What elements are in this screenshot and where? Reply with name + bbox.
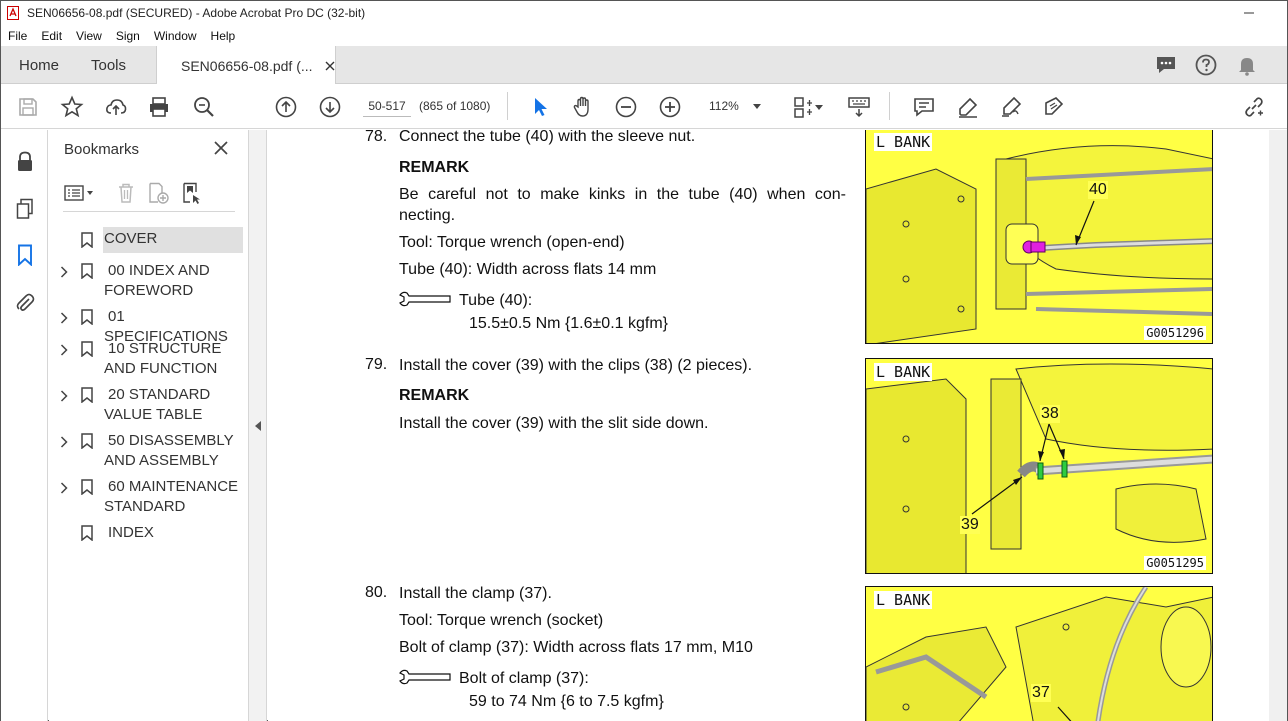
bookmarks-panel <box>49 130 249 721</box>
find-bookmark-icon[interactable] <box>179 180 205 206</box>
chevron-right-icon[interactable] <box>60 389 70 401</box>
bookmark-label-line1: COVER <box>104 230 158 247</box>
pdf-page <box>268 130 1268 721</box>
toolbar-divider <box>889 92 890 120</box>
step-79-text: Install the cover (39) with the clips (38) (2 pieces). <box>399 357 753 374</box>
print-icon[interactable] <box>146 94 172 120</box>
bookmark-label <box>104 261 244 301</box>
bookmark-icon <box>81 232 93 248</box>
zoom-search-icon[interactable] <box>191 94 217 120</box>
figure-1-drawing <box>866 130 1213 344</box>
chevron-right-icon[interactable] <box>60 481 70 493</box>
figure-2-code: G0051295 <box>1146 556 1204 570</box>
close-panel-icon[interactable] <box>212 139 230 157</box>
bookmark-options-icon[interactable] <box>61 180 99 206</box>
keyboard-scroll-icon[interactable] <box>846 94 872 120</box>
bookmark-icon <box>81 387 93 403</box>
panel-splitter[interactable] <box>249 130 267 721</box>
toolbar-divider <box>507 92 508 120</box>
bookmarks-divider <box>63 211 235 212</box>
chevron-right-icon[interactable] <box>60 435 70 447</box>
zoom-level-value: 112% <box>709 99 739 113</box>
bookmark-label-line1: 50 DISASSEMBLY <box>108 432 234 449</box>
page-count-label: (865 of 1080) <box>419 99 491 113</box>
bookmark-label <box>104 477 244 517</box>
save-icon[interactable] <box>15 94 41 120</box>
step-80-number: 80. <box>365 584 388 601</box>
title-bar <box>1 1 1287 25</box>
bookmark-label <box>104 523 244 543</box>
figure-3-label: L BANK <box>876 591 931 609</box>
figure-2-callout-38: 38 <box>1041 405 1059 422</box>
share-upload-icon[interactable] <box>103 94 129 120</box>
menu-help[interactable]: Help <box>210 28 236 43</box>
previous-page-icon[interactable] <box>273 94 299 120</box>
bookmark-label <box>104 431 244 471</box>
vertical-scrollbar[interactable] <box>1269 130 1287 721</box>
tab-tools[interactable]: Tools <box>91 56 127 74</box>
menu-edit[interactable]: Edit <box>41 28 63 43</box>
figure-1-code: G0051296 <box>1146 326 1204 340</box>
page-thumbnails-icon[interactable] <box>13 197 37 221</box>
bookmark-label-line1: 20 STANDARD <box>108 386 211 403</box>
bookmark-label-line2: AND ASSEMBLY <box>104 452 219 469</box>
bookmarks-panel-icon[interactable] <box>13 243 37 267</box>
figure-2-drawing <box>866 359 1213 574</box>
chevron-right-icon[interactable] <box>60 343 70 355</box>
figure-3-engine-diagram <box>865 586 1213 721</box>
bookmark-icon <box>81 341 93 357</box>
step-78-tool: Tool: Torque wrench (open-end) <box>399 234 625 251</box>
step-78-number: 78. <box>365 130 388 145</box>
menu-file[interactable]: File <box>8 28 28 43</box>
step-80-spec: Bolt of clamp (37): Width across flats 17 mm, M10 <box>399 639 753 656</box>
bookmark-label-line2: FOREWORD <box>104 282 194 299</box>
zoom-in-icon[interactable] <box>657 94 683 120</box>
bookmark-label-line1: 00 INDEX AND <box>108 262 210 279</box>
step-78-remark-line1: Be careful not to make kinks in the tube (40) when con- <box>399 186 846 203</box>
collapse-panel-icon[interactable] <box>255 420 261 434</box>
hand-tool-icon[interactable] <box>570 94 596 120</box>
menu-bar <box>1 25 1287 46</box>
zoom-out-icon[interactable] <box>613 94 639 120</box>
minimize-button[interactable] <box>1229 1 1269 25</box>
zoom-level-dropdown[interactable] <box>709 95 767 117</box>
bookmark-label-line2: STANDARD <box>104 498 186 515</box>
step-78-torque-value: 15.5±0.5 Nm {1.6±0.1 kgfm} <box>469 315 669 332</box>
notifications-bell-icon[interactable] <box>1234 52 1260 78</box>
bookmark-icon <box>81 309 93 325</box>
page-number-input[interactable]: 50-517 <box>363 95 411 117</box>
figure-2-callout-39: 39 <box>961 516 979 533</box>
left-navigation-rail <box>1 130 48 721</box>
help-icon[interactable] <box>1193 52 1219 78</box>
select-cursor-icon[interactable] <box>527 94 553 120</box>
bookmark-icon <box>81 525 93 541</box>
tab-document[interactable] <box>156 46 336 85</box>
sign-pen-icon[interactable] <box>998 94 1024 120</box>
bookmark-label-line2: VALUE TABLE <box>104 406 203 423</box>
torque-wrench-icon <box>399 668 451 691</box>
step-78-spec: Tube (40): Width across flats 14 mm <box>399 261 657 278</box>
comment-bubble-icon[interactable] <box>1153 52 1179 78</box>
bookmark-label-line1: INDEX <box>108 524 154 541</box>
figure-2-engine-diagram <box>865 358 1213 574</box>
bookmarks-title: Bookmarks <box>64 141 140 158</box>
comment-icon[interactable] <box>911 94 937 120</box>
next-page-icon[interactable] <box>317 94 343 120</box>
tab-document-label: SEN06656-08.pdf (... <box>181 57 313 74</box>
menu-view[interactable]: View <box>76 28 102 43</box>
window-title: SEN06656-08.pdf (SECURED) - Adobe Acrobat Pro DC (32-bit) <box>27 6 366 20</box>
step-80-torque-value: 59 to 74 Nm {6 to 7.5 kgfm} <box>469 693 664 710</box>
bookmark-label <box>104 385 244 425</box>
step-79-remark-heading: REMARK <box>399 387 470 404</box>
bookmark-star-icon[interactable] <box>59 94 85 120</box>
menu-window[interactable]: Window <box>153 28 197 43</box>
lock-icon[interactable] <box>13 150 37 174</box>
step-80-text: Install the clamp (37). <box>399 585 552 602</box>
bookmark-label <box>104 339 244 379</box>
tab-bar <box>1 46 1287 84</box>
bookmark-icon <box>81 479 93 495</box>
figure-2-label: L BANK <box>876 363 931 381</box>
link-share-icon[interactable] <box>1241 94 1267 120</box>
step-78-text: Connect the tube (40) with the sleeve nut. <box>399 130 696 145</box>
step-78-remark-heading: REMARK <box>399 159 470 176</box>
step-79-number: 79. <box>365 356 388 373</box>
attachments-paperclip-icon[interactable] <box>13 290 37 314</box>
chevron-right-icon[interactable] <box>60 311 70 323</box>
chevron-right-icon[interactable] <box>60 265 70 277</box>
figure-1-callout: 40 <box>1089 181 1107 198</box>
acrobat-logo-icon <box>7 5 21 21</box>
stamp-icon[interactable] <box>1041 94 1067 120</box>
bookmark-label-line1: 10 STRUCTURE <box>108 340 222 357</box>
bookmark-icon <box>81 263 93 279</box>
bookmark-label-line2: AND FUNCTION <box>104 360 218 377</box>
bookmark-label <box>103 227 243 253</box>
bookmark-label-line1: 01 SPECIFICATIONS <box>104 308 228 345</box>
figure-1-engine-diagram <box>865 130 1213 344</box>
torque-wrench-icon <box>399 290 451 313</box>
figure-1-label: L BANK <box>876 133 931 151</box>
bookmark-label-line1: 60 MAINTENANCE <box>108 478 239 495</box>
figure-3-callout-37: 37 <box>1032 684 1050 701</box>
bookmarks-toolbar <box>59 180 239 206</box>
step-80-torque-label: Bolt of clamp (37): <box>459 670 589 687</box>
step-78-torque-label: Tube (40): <box>459 292 533 309</box>
menu-sign[interactable]: Sign <box>115 28 140 43</box>
step-78-remark-line2: necting. <box>399 207 456 224</box>
bookmark-icon <box>81 433 93 449</box>
close-tab-icon[interactable] <box>325 61 335 71</box>
document-view[interactable] <box>268 130 1287 721</box>
delete-bookmark-icon[interactable] <box>113 180 139 206</box>
new-bookmark-icon[interactable] <box>145 180 171 206</box>
step-80-tool: Tool: Torque wrench (socket) <box>399 612 604 629</box>
step-79-remark-line1: Install the cover (39) with the slit side down. <box>399 415 709 432</box>
page-display-chevron-icon[interactable] <box>813 94 825 120</box>
main-toolbar <box>1 84 1287 129</box>
tab-home[interactable]: Home <box>19 56 60 74</box>
highlight-pen-icon[interactable] <box>955 94 981 120</box>
chevron-down-icon <box>753 104 761 109</box>
